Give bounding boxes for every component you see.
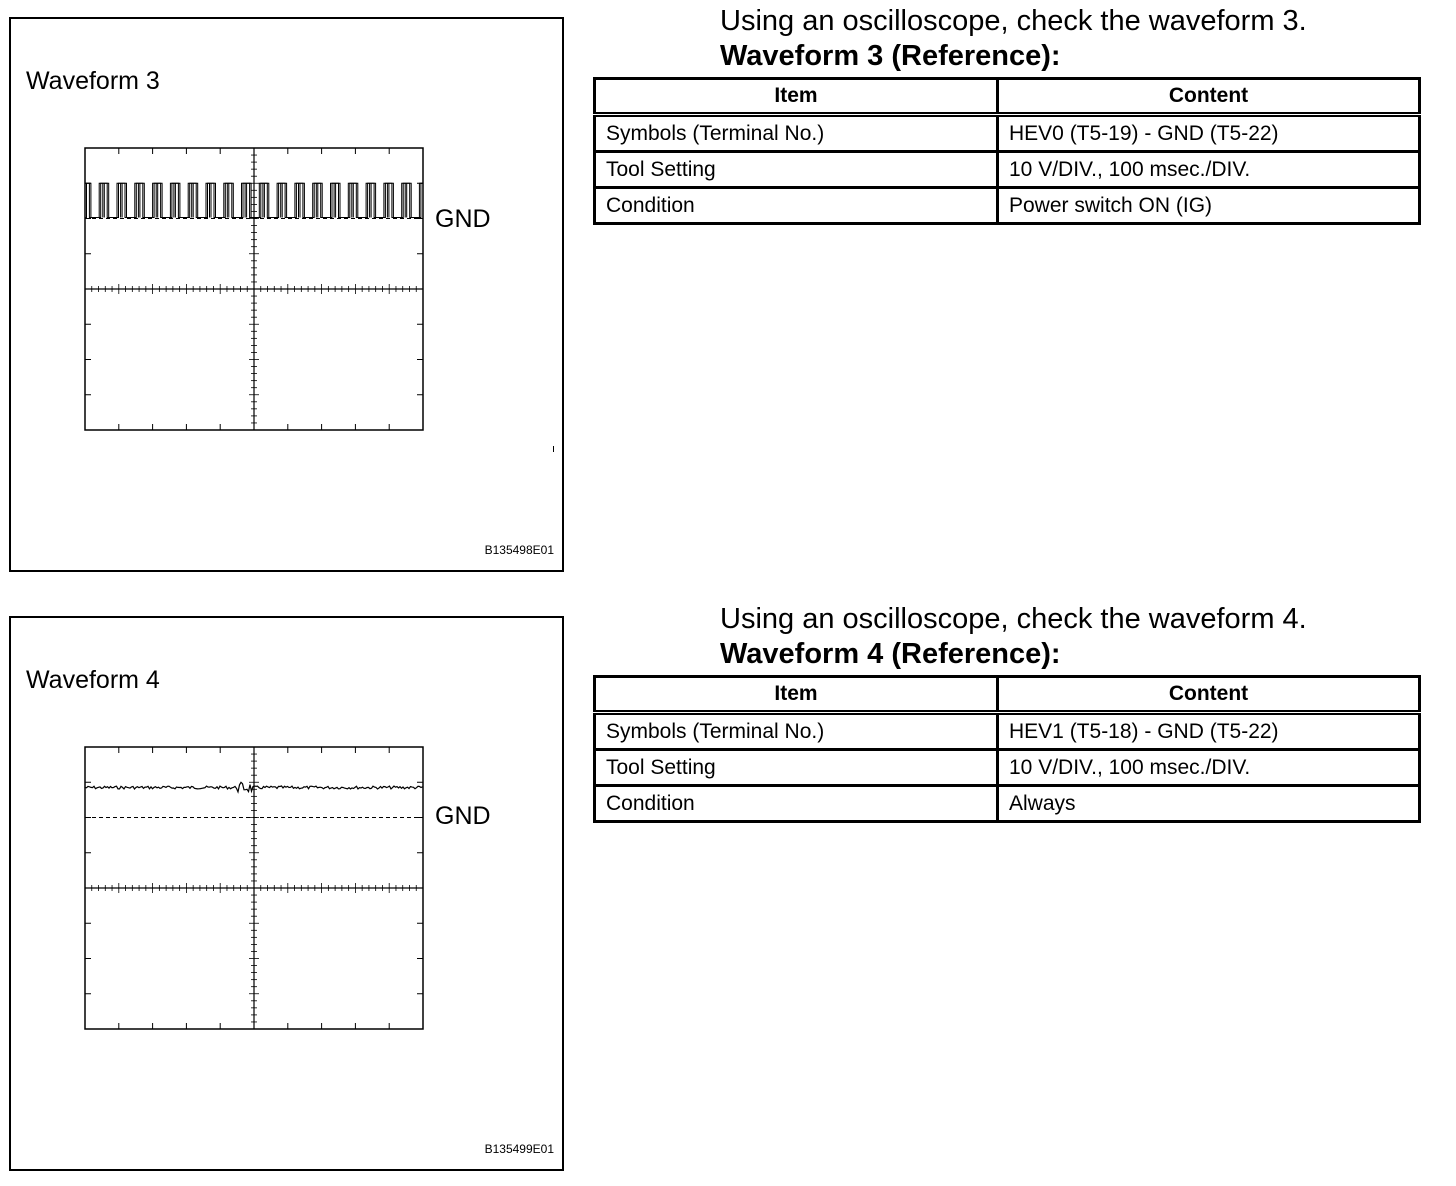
reference-table [593, 675, 1421, 823]
table-cell: Condition [595, 786, 998, 822]
figure-code: B135499E01 [484, 1142, 554, 1156]
waveform-4-figure [9, 616, 564, 1171]
table-cell: Symbols (Terminal No.) [595, 713, 998, 750]
figure-title: Waveform 4 [26, 666, 160, 694]
table-cell: Always [998, 786, 1420, 822]
figure-title: Waveform 3 [26, 67, 160, 95]
table-cell: Symbols (Terminal No.) [595, 115, 998, 152]
gnd-label: GND [435, 802, 491, 830]
header-content: Content [998, 677, 1420, 713]
header-item: Item [595, 677, 998, 713]
oscilloscope-screen [84, 147, 424, 431]
table-row [595, 188, 1420, 224]
table-cell: Tool Setting [595, 750, 998, 786]
table-cell: 10 V/DIV., 100 msec./DIV. [998, 750, 1420, 786]
reference-heading: Waveform 4 (Reference): [720, 638, 1061, 670]
reference-heading: Waveform 3 (Reference): [720, 40, 1061, 72]
header-item: Item [595, 79, 998, 115]
table-cell: Condition [595, 188, 998, 224]
instruction-text: Using an oscilloscope, check the waveform 4. [720, 603, 1307, 635]
figure-code: B135498E01 [484, 543, 554, 557]
header-content: Content [998, 79, 1420, 115]
table-header-row [595, 677, 1420, 713]
oscilloscope-screen [84, 746, 424, 1030]
table-cell: HEV0 (T5-19) - GND (T5-22) [998, 115, 1420, 152]
table-cell: HEV1 (T5-18) - GND (T5-22) [998, 713, 1420, 750]
instruction-text: Using an oscilloscope, check the waveform 3. [720, 5, 1307, 37]
table-cell: Power switch ON (IG) [998, 188, 1420, 224]
table-cell: Tool Setting [595, 152, 998, 188]
table-row [595, 750, 1420, 786]
reference-table [593, 77, 1421, 225]
waveform-3-figure [9, 17, 564, 572]
table-cell: 10 V/DIV., 100 msec./DIV. [998, 152, 1420, 188]
table-row [595, 786, 1420, 822]
gnd-label: GND [435, 205, 491, 233]
table-row [595, 713, 1420, 750]
table-row [595, 152, 1420, 188]
table-row [595, 115, 1420, 152]
stray-mark [553, 446, 554, 452]
table-header-row [595, 79, 1420, 115]
